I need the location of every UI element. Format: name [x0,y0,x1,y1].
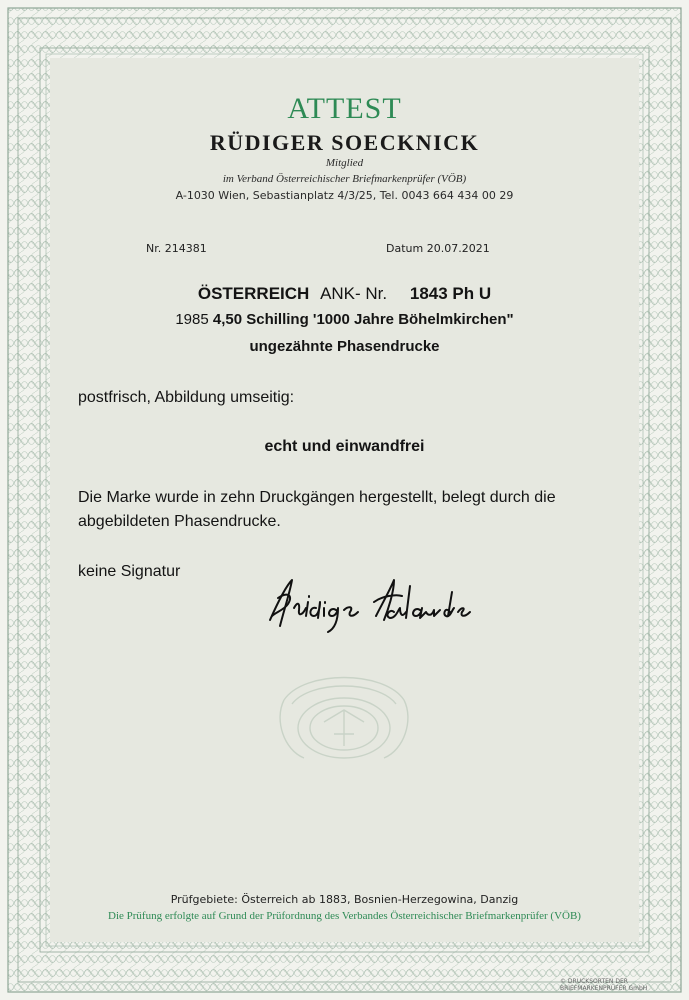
condition-text: postfrisch, Abbildung umseitig: [78,389,295,406]
address-line: A-1030 Wien, Sebastianplatz 4/3/25, Tel. 0043 664 434 00 29 [175,189,514,202]
stamp-issue [0,311,689,328]
attest-title: ATTEST [287,92,402,125]
signature-image [264,572,474,636]
examiner-name: RÜDIGER SOECKNICK [209,130,480,155]
verband-emblem-watermark [264,660,424,770]
certificate-number: Nr. 214381 [146,242,207,255]
member-label: Mitglied [325,157,364,169]
stamp-identification [0,284,689,304]
stamp-country: ÖSTERREICH [197,284,310,303]
stamp-title: 4,50 Schilling '1000 Jahre Böhelmkirchen" [212,311,514,328]
catalog-label: ANK- Nr. [320,284,388,303]
association-line: im Verband Österreichischer Briefmarkenprüfer (VÖB) [222,173,467,185]
stamp-year: 1985 [175,311,209,328]
catalog-number: 1843 Ph U [409,284,492,303]
certificate-date: Datum 20.07.2021 [386,242,490,255]
signature-note: keine Signatur [78,563,181,580]
exam-areas: Prüfgebiete: Österreich ab 1883, Bosnien-Herzegowina, Danzig [170,893,519,906]
verdict-text: echt und einwandfrei [264,438,425,455]
exam-basis: Die Prüfung erfolgte auf Grund der Prüfordnung des Verbandes Österreichischer Briefmarkenprüfer (VÖB) [108,910,581,922]
description-text: Die Marke wurde in zehn Druckgängen hergestellt, belegt durch die abgebildeten Phasendrucke. [78,489,556,530]
print-credit: © DRUCKSORTEN DER BRIEFMARKENPRÜFER GmbH [560,978,648,992]
stamp-variant: ungezähnte Phasendrucke [249,338,440,355]
